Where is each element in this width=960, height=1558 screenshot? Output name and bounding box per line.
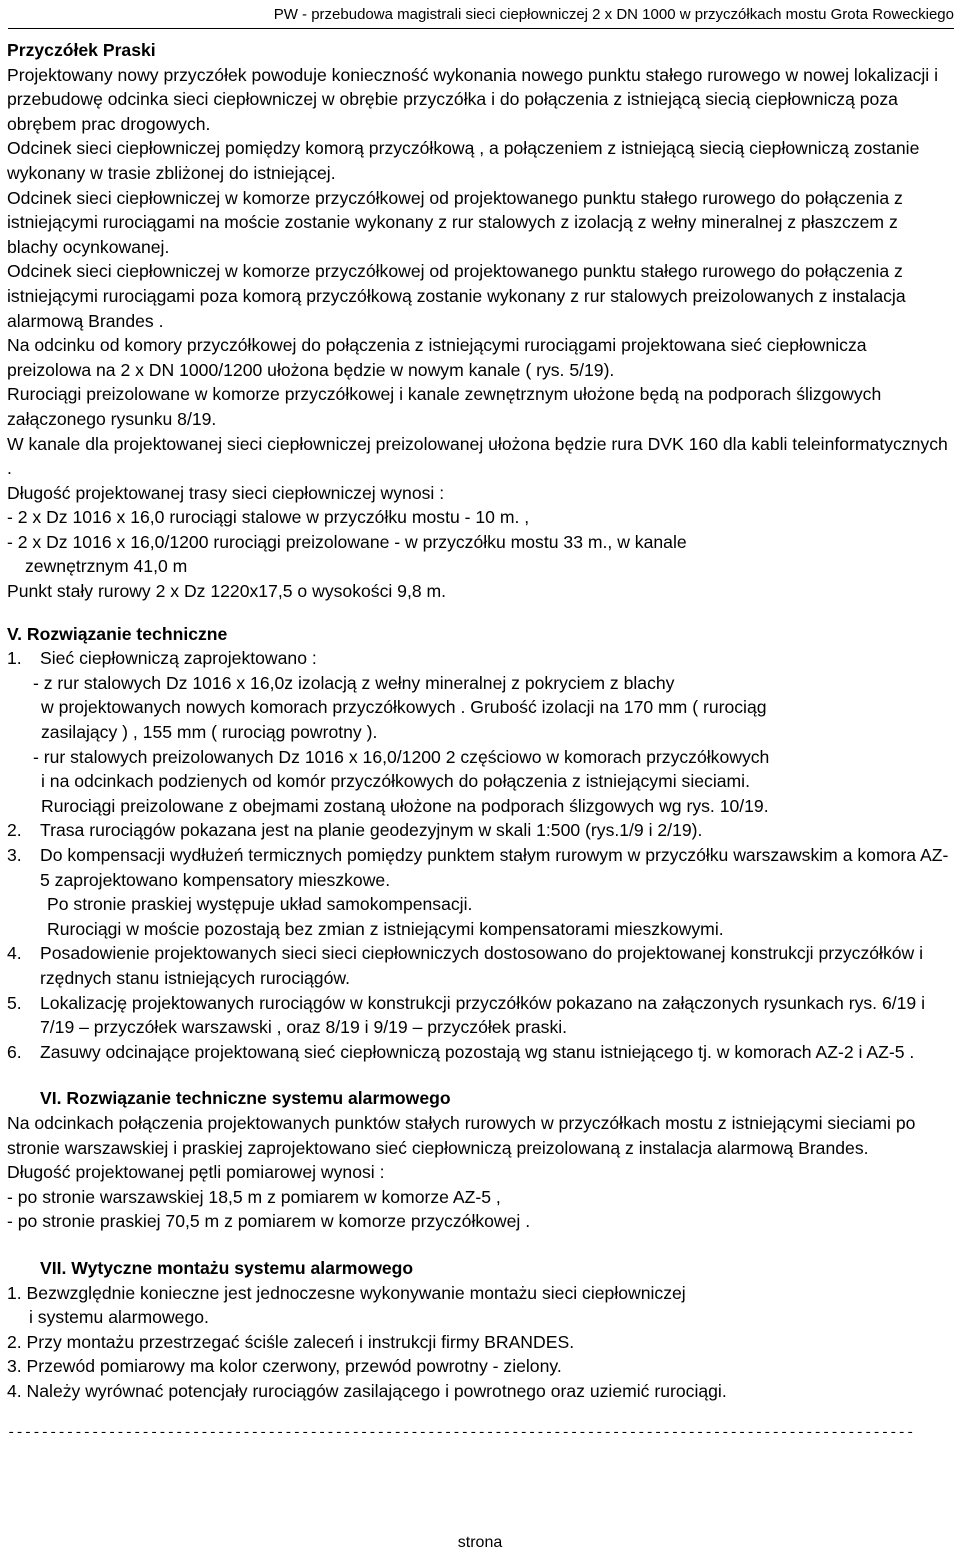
section-title-praski: Przyczółek Praski [7, 40, 156, 60]
list-item: - po stronie praskiej 70,5 m z pomiarem w komorze przyczółkowej . [7, 1211, 531, 1232]
list-item: - po stronie warszawskiej 18,5 m z pomiarem w komorze AZ-5 , [7, 1186, 501, 1207]
numbered-item: 2. Trasa rurociągów pokazana jest na planie geodezyjnym w skali 1:500 (rys.1/9 i 2/19). [7, 820, 703, 841]
list-item: 4. Należy wyrównać potencjały rurociągów zasilającego i powrotnego oraz uziemić rurociągi. [7, 1380, 727, 1401]
numbered-item: 5. Lokalizację projektowanych rurociągów w konstrukcji przyczółków pokazano na załączonych rysunkach rys. 6/19 i 7/19 – przyczółek warszawski , oraz 8/19 i 9/19 – przyczółek praski. [7, 992, 925, 1038]
paragraph: W kanale dla projektowanej sieci ciepłowniczej preizolowanej ułożona będzie rura DVK 160 dla kabli teleinformatycznych . [7, 433, 948, 479]
numbered-item: 1. Sieć ciepłowniczą zaprojektowano : [7, 648, 317, 669]
paragraph: Odcinek sieci ciepłowniczej w komorze przyczółkowej od projektowanego punktu stałego rurowego do połączenia z istniejącymi rurociągami na moście zostanie wykonany z rur stalowych z izolacją z wełny mineralnej z płaszczem z blachy ocynkowanej. [7, 187, 903, 257]
sub-item-continuation: i na odcinkach podzienych od komór przyczółkowych do połączenia z istniejącymi sieciami. [41, 771, 750, 792]
section-title-v: V. Rozwiązanie techniczne [7, 623, 228, 644]
numbered-item-continuation: Rurociągi w moście pozostają bez zmian z istniejącymi kompensatorami mieszkowymi. [47, 918, 724, 939]
numbered-item: 4. Posadowienie projektowanych sieci sieci ciepłowniczych dostosowano do projektowanej konstrukcji przyczółków i rzędnych stanu istniejących rurociągów. [7, 943, 924, 988]
list-item: 3. Przewód pomiarowy ma kolor czerwony, przewód powrotny - zielony. [7, 1356, 562, 1377]
paragraph: Projektowany nowy przyczółek powoduje konieczność wykonania nowego punktu stałego rurowego w nowej lokalizacji i przebudowę odcinka sieci ciepłowniczej w obrębie przyczółka i do połączenia z istniejącą siecią ciepłowniczą poza obrębem prac drogowych. [7, 64, 939, 134]
paragraph: Długość projektowanej pętli pomiarowej wynosi : [7, 1162, 385, 1183]
page-footer: strona [457, 1534, 503, 1551]
list-item: - 2 x Dz 1016 x 16,0 rurociągi stalowe w przyczółku mostu - 10 m. , [7, 507, 530, 528]
sub-item: - z rur stalowych Dz 1016 x 16,0z izolacją z wełny mineralnej z pokryciem z blachy [33, 672, 675, 693]
section-title-vi: VI. Rozwiązanie techniczne systemu alarmowego [40, 1088, 451, 1109]
paragraph: Długość projektowanej trasy sieci ciepłowniczej wynosi : [7, 482, 445, 503]
sub-item: Rurociągi preizolowane z obejmami zostaną ułożone na podporach ślizgowych wg rys. 10/19. [41, 795, 769, 816]
sub-item-continuation: w projektowanych nowych komorach przyczółkowych . Grubość izolacji na 170 mm ( rurociąg [41, 697, 767, 718]
section-title-vii: VII. Wytyczne montażu systemu alarmowego [40, 1257, 414, 1278]
paragraph: Na odcinku od komory przyczółkowej do połączenia z istniejącymi rurociągami projektowana sieć ciepłownicza preizolowa na 2 x DN 1000/1200 ułożona będzie w nowym kanale ( rys. 5/19). [7, 335, 867, 380]
dashed-rule: ------------------------------------------------------------------------------------------------------------ [7, 1425, 915, 1442]
document-body [7, 38, 952, 1443]
list-item-continuation: zewnętrznym 41,0 m [25, 556, 188, 577]
sub-item-continuation: zasilający ) , 155 mm ( rurociąg powrotny ). [41, 722, 378, 743]
list-item: 2. Przy montażu przestrzegać ściśle zaleceń i instrukcji firmy BRANDES. [7, 1331, 575, 1352]
paragraph: Punkt stały rurowy 2 x Dz 1220x17,5 o wysokości 9,8 m. [7, 581, 447, 602]
paragraph: Rurociągi preizolowane w komorze przyczółkowej i kanale zewnętrznym ułożone będą na podporach ślizgowych załączonego rysunku 8/19. [7, 384, 882, 429]
paragraph: Odcinek sieci ciepłowniczej pomiędzy komorą przyczółkową , a połączeniem z istniejącą siecią ciepłowniczą zostanie wykonany w trasie zbliżonej do istniejącej. [7, 138, 920, 183]
numbered-item-continuation: Po stronie praskiej występuje układ samokompensacji. [47, 894, 473, 915]
list-item: 1. Bezwzględnie konieczne jest jednoczesne wykonywanie montażu sieci ciepłowniczej [7, 1282, 686, 1303]
list-item-continuation: i systemu alarmowego. [29, 1307, 209, 1328]
numbered-item: 6. Zasuwy odcinające projektowaną sieć ciepłowniczą pozostają wg stanu istniejącego tj. w komorach AZ-2 i AZ-5 . [7, 1041, 915, 1062]
list-item: - 2 x Dz 1016 x 16,0/1200 rurociągi preizolowane - w przyczółku mostu 33 m., w kanale [7, 531, 687, 552]
page-header: PW - przebudowa magistrali sieci ciepłowniczej 2 x DN 1000 w przyczółkach mostu Grota Roweckiego [8, 4, 954, 29]
paragraph: Odcinek sieci ciepłowniczej w komorze przyczółkowej od projektowanego punktu stałego rurowego do połączenia z istniejącymi rurociągami poza komorą przyczółkową zostanie wykonany z rur stalowych preizolowanych z instalacja alarmową Brandes . [7, 261, 906, 331]
paragraph: Na odcinkach połączenia projektowanych punktów stałych rurowych w przyczółkach mostu z istniejącymi sieciami po stronie warszawskiej i praskiej zaprojektowano sieć ciepłowniczą preizolowaną z instalacja alarmową Brandes. [7, 1112, 916, 1158]
numbered-item: 3. Do kompensacji wydłużeń termicznych pomiędzy punktem stałym rurowym w przyczółku warszawskim a komora AZ-5 zaprojektowano kompensatory mieszkowe. [7, 845, 949, 890]
sub-item: - rur stalowych preizolowanych Dz 1016 x 16,0/1200 2 częściowo w komorach przyczółkowych [33, 746, 770, 767]
